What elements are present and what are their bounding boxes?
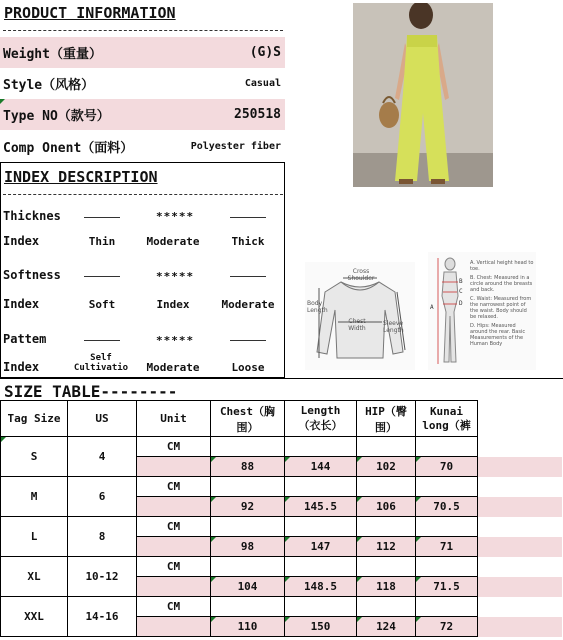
- us-cell: 4: [68, 437, 137, 477]
- hip-cell: 102: [357, 457, 416, 477]
- note-a: A. Vertical height head to toe.: [470, 260, 534, 272]
- us-cell: 6: [68, 477, 137, 517]
- hip-cell: 106: [357, 497, 416, 517]
- index-label: Index: [3, 360, 40, 374]
- unit-cell: CM: [137, 477, 211, 497]
- rating-stars: *****: [156, 210, 195, 223]
- level-index: Index: [156, 298, 190, 311]
- pattern-label: Pattem: [3, 332, 47, 346]
- hip-cell: 118: [357, 577, 416, 597]
- divider: [3, 30, 283, 31]
- info-label: Weight（重量）: [3, 47, 102, 62]
- info-row-style: [0, 68, 285, 99]
- level-moderate: Moderate: [146, 235, 200, 248]
- table-row: [1, 477, 562, 497]
- index-label: Index: [3, 234, 40, 248]
- softness-label: Softness: [3, 268, 61, 282]
- chest-width-label: Chest Width: [348, 318, 366, 332]
- size-cell: XXL: [1, 597, 68, 637]
- length-cell: 150: [285, 617, 357, 637]
- size-cell: M: [1, 477, 68, 517]
- letter-c: C: [459, 288, 463, 295]
- letter-a: A: [430, 304, 434, 311]
- header-length: Length（衣长）: [285, 401, 357, 437]
- table-row: [1, 437, 562, 457]
- product-photo: [353, 3, 493, 187]
- table-row: [1, 597, 562, 617]
- unit-cell: CM: [137, 557, 211, 577]
- chest-cell: 92: [211, 497, 285, 517]
- kunai-cell: 71: [416, 537, 478, 557]
- divider: [3, 194, 283, 195]
- size-cell: L: [1, 517, 68, 557]
- level-thick: Thick: [231, 235, 265, 248]
- info-label: Style（风格）: [3, 78, 95, 93]
- kunai-cell: 71.5: [416, 577, 478, 597]
- header-hip: HIP（臀围）: [357, 401, 416, 437]
- chest-cell: 110: [211, 617, 285, 637]
- header-tag-size: Tag Size: [1, 401, 68, 437]
- level-loose: Loose: [231, 361, 265, 374]
- length-cell: 147: [285, 537, 357, 557]
- body-length-label: Body Length: [307, 300, 328, 314]
- info-value: Casual: [244, 78, 281, 89]
- us-cell: 10-12: [68, 557, 137, 597]
- letter-b: B: [459, 278, 463, 285]
- length-cell: 144: [285, 457, 357, 477]
- garment-measurement-diagram: [305, 262, 415, 370]
- level-soft: Soft: [88, 298, 116, 311]
- level-moderate: Moderate: [146, 361, 200, 374]
- scale-line: [84, 340, 120, 341]
- thickness-label: Thicknes: [3, 209, 61, 223]
- hip-cell: 124: [357, 617, 416, 637]
- table-row: [1, 517, 562, 537]
- header-us: US: [68, 401, 137, 437]
- info-label: Type NO（款号）: [3, 109, 110, 124]
- us-cell: 8: [68, 517, 137, 557]
- size-table-title: SIZE TABLE--------: [4, 382, 178, 401]
- info-value: (G)S: [249, 45, 281, 60]
- scale-line: [230, 340, 266, 341]
- unit-cell: CM: [137, 517, 211, 537]
- header-chest: Chest（胸围）: [211, 401, 285, 437]
- level-moderate: Moderate: [221, 298, 275, 311]
- body-measurement-diagram: [428, 252, 536, 370]
- table-row: [1, 557, 562, 577]
- chest-cell: 88: [211, 457, 285, 477]
- size-cell: XL: [1, 557, 68, 597]
- rating-stars: *****: [156, 270, 195, 283]
- rating-stars: *****: [156, 334, 195, 347]
- us-cell: 14-16: [68, 597, 137, 637]
- info-row-weight: [0, 37, 285, 68]
- header-unit: Unit: [137, 401, 211, 437]
- info-row-type: [0, 99, 285, 130]
- info-value: Polyester fiber: [190, 141, 281, 152]
- kunai-cell: 70: [416, 457, 478, 477]
- index-label: Index: [3, 297, 40, 311]
- chest-cell: 104: [211, 577, 285, 597]
- note-c: C. Waist: Measured from the narrowest point of the waist. Body should be relaxed.: [470, 296, 532, 320]
- info-row-composition: [0, 131, 285, 162]
- length-cell: 148.5: [285, 577, 357, 597]
- cross-shoulder-label: Cross Shoulder: [347, 268, 375, 282]
- scale-line: [230, 217, 266, 218]
- info-value: 250518: [234, 107, 281, 122]
- length-cell: 145.5: [285, 497, 357, 517]
- measurement-notes: [470, 260, 534, 347]
- scale-line: [84, 217, 120, 218]
- letter-d: D: [459, 300, 463, 307]
- info-label: Comp Onent（面料）: [3, 141, 134, 156]
- scale-line: [84, 276, 120, 277]
- index-description-title: INDEX DESCRIPTION: [4, 168, 158, 186]
- header-kunai: Kunai long（裤: [416, 401, 478, 437]
- note-b: B. Chest: Measured in a circle around the breasts and back.: [470, 275, 533, 293]
- section-divider: [0, 378, 563, 379]
- size-cell: S: [1, 437, 68, 477]
- level-thin: Thin: [88, 235, 116, 248]
- sleeve-length-label: Sleeve Length: [383, 320, 404, 334]
- note-d: D. Hips: Measured around the rear. Basic Measurements of the Human Body: [470, 323, 526, 347]
- unit-cell: CM: [137, 597, 211, 617]
- size-table: [0, 400, 562, 637]
- kunai-cell: 70.5: [416, 497, 478, 517]
- scale-line: [230, 276, 266, 277]
- chest-cell: 98: [211, 537, 285, 557]
- product-info-title: PRODUCT INFORMATION: [4, 4, 176, 22]
- unit-cell: CM: [137, 437, 211, 457]
- kunai-cell: 72: [416, 617, 478, 637]
- level-self-cultivation: Self Cultivatio: [73, 353, 129, 373]
- hip-cell: 112: [357, 537, 416, 557]
